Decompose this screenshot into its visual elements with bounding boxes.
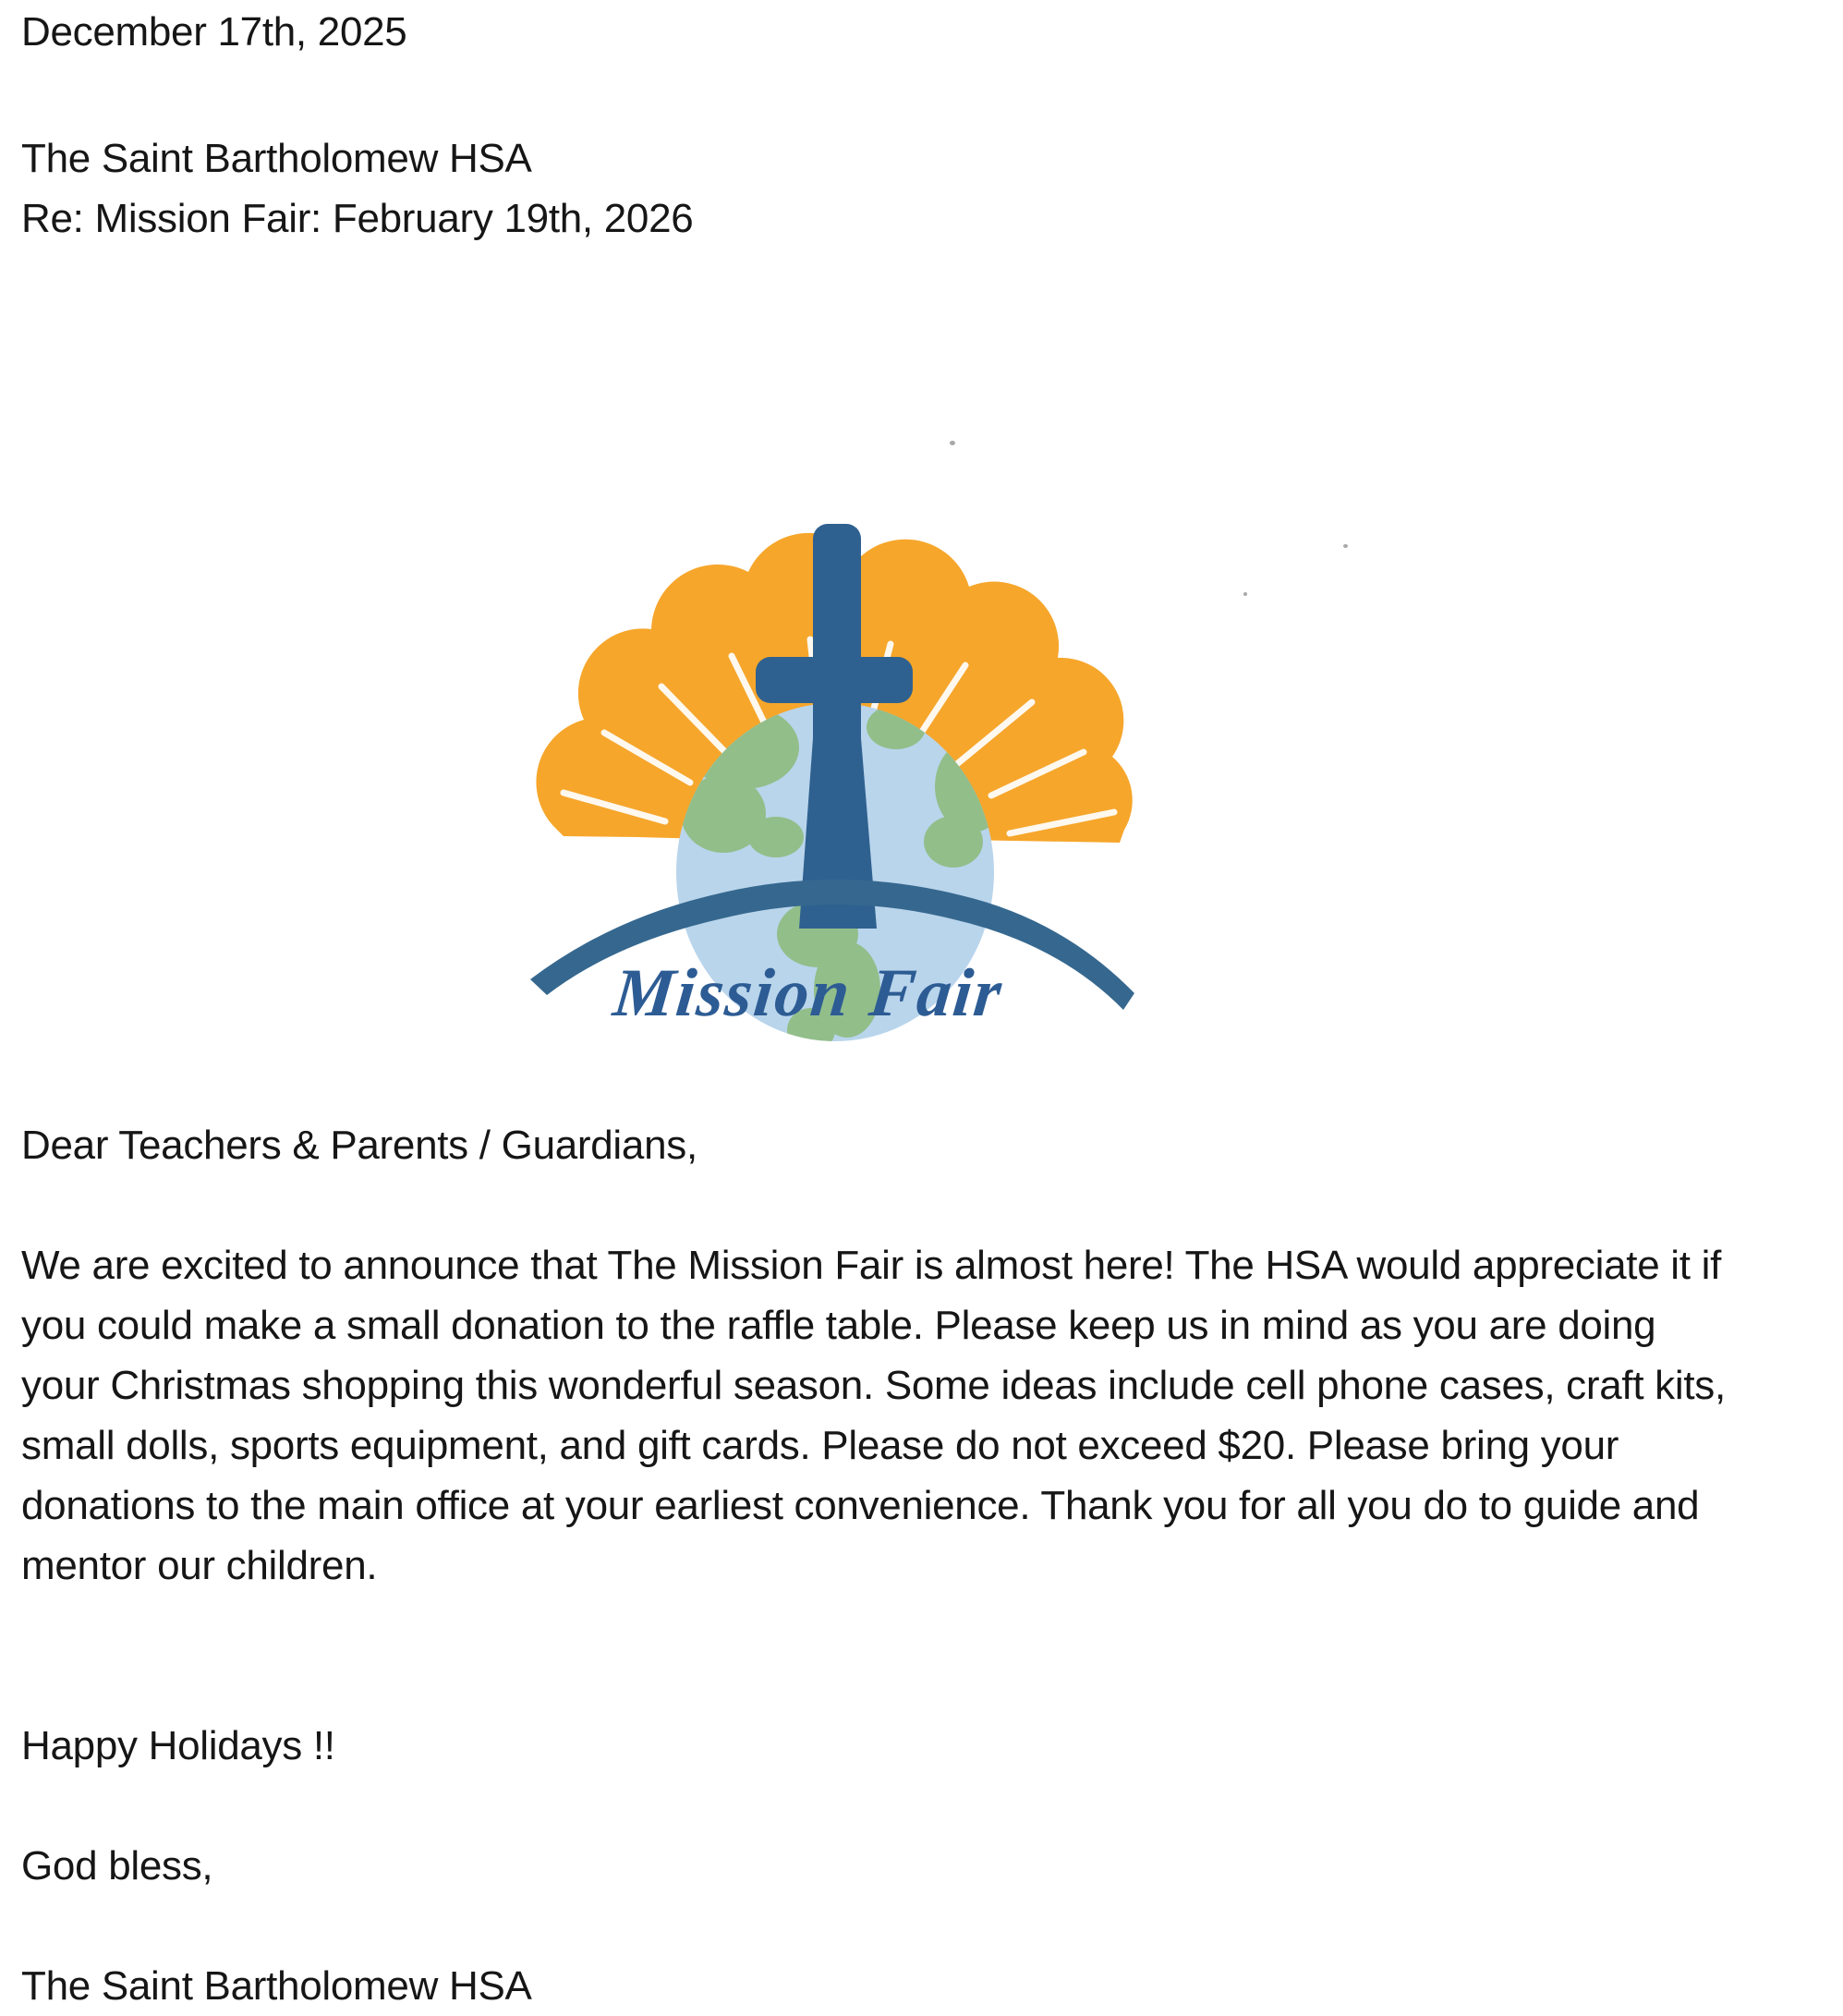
- mission-fair-logo: [527, 516, 1136, 1062]
- logo-script-text: Mission Fair: [610, 955, 1007, 1031]
- closing-holiday: Happy Holidays !!: [21, 1723, 335, 1768]
- body-line: mentor our children.: [21, 1543, 378, 1588]
- scan-speck: [1343, 544, 1348, 548]
- mission-fair-logo-svg: [527, 516, 1136, 1062]
- closing-blessing: God bless,: [21, 1843, 213, 1888]
- scan-speck: [1243, 592, 1247, 596]
- body-line: you could make a small donation to the raffle table. Please keep us in mind as you are doing: [21, 1303, 1656, 1348]
- letter-sender: The Saint Bartholomew HSA: [21, 136, 532, 181]
- body-line: your Christmas shopping this wonderful season. Some ideas include cell phone cases, craft kits,: [21, 1363, 1726, 1408]
- letter-date: December 17th, 2025: [21, 9, 407, 55]
- body-line: We are excited to announce that The Mission Fair is almost here! The HSA would appreciate it if: [21, 1243, 1722, 1288]
- letter-signature: The Saint Bartholomew HSA: [21, 1963, 532, 2009]
- scan-speck: [950, 441, 955, 445]
- letter-salutation: Dear Teachers & Parents / Guardians,: [21, 1123, 697, 1168]
- letter-body: [21, 1235, 1843, 1596]
- body-line: small dolls, sports equipment, and gift cards. Please do not exceed $20. Please bring your: [21, 1423, 1619, 1468]
- letter-subject: Re: Mission Fair: February 19th, 2026: [21, 196, 694, 241]
- body-line: donations to the main office at your earliest convenience. Thank you for all you do to guide and: [21, 1483, 1700, 1528]
